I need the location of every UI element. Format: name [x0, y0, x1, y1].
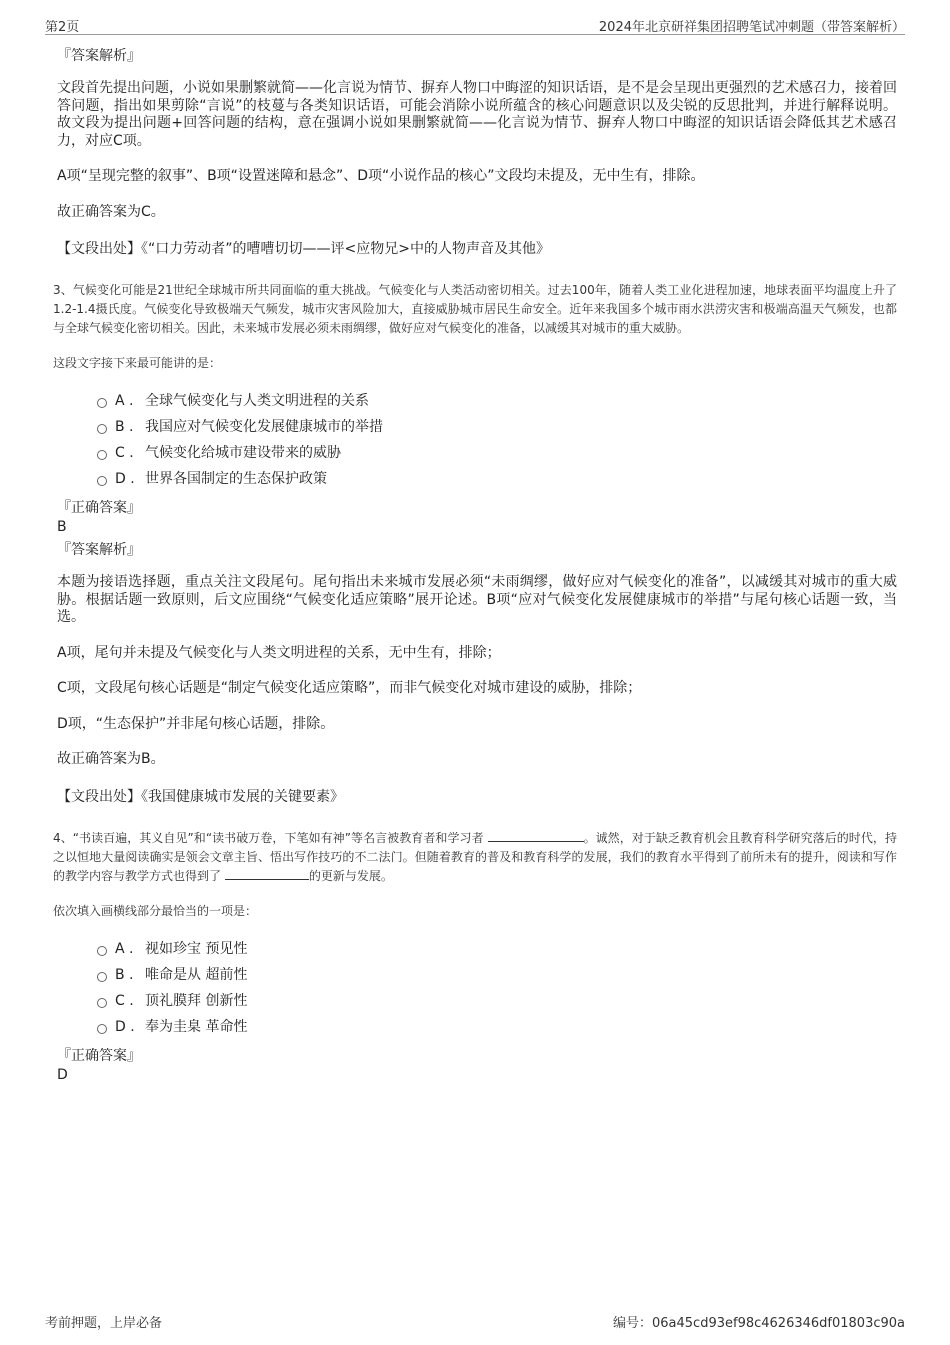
page-content [53, 46, 897, 1088]
option-a[interactable]: A . 全球气候变化与人类文明进程的关系 [57, 388, 897, 414]
analysis-paragraph: A项，尾句并未提及气候变化与人类文明进程的关系，无中生有，排除； [57, 644, 501, 661]
analysis-paragraph: 文段首先提出问题，小说如果删繁就简——化言说为情节、摒弃人物口中晦涩的知识话语，是不是会呈现出更强烈的艺术感召力，接着回答问题，指出如果剪除“言说”的枝蔓与各类知识话语，可能会消除小说所蕴含的核心问题意识以及尖锐的反思批判，并进行解释说明。故文段为提出问题+回答问题的结构，意在强调小说如果删繁就简——化言说为情节、摒弃人物口中晦涩的知识话语会降低其艺术感召力，对应C项。 [57, 80, 897, 149]
radio-icon[interactable] [97, 424, 107, 434]
document-title: 2024年北京研祥集团招聘笔试冲刺题（带答案解析） [598, 20, 905, 35]
page-header [45, 14, 905, 35]
question-3-options [57, 388, 897, 492]
analysis-paragraph: 故正确答案为C。 [57, 203, 165, 220]
radio-icon[interactable] [97, 1024, 107, 1034]
radio-icon[interactable] [97, 998, 107, 1008]
correct-answer: B [57, 519, 67, 535]
correct-answer-label: 『正确答案』 [57, 500, 141, 516]
option-b[interactable]: B . 我国应对气候变化发展健康城市的举措 [57, 414, 897, 440]
fill-blank [225, 867, 309, 880]
source-citation: 【文段出处】《“口力劳动者”的嘈嘈切切——评<应物兄>中的人物声音及其他》 [57, 241, 550, 257]
radio-icon[interactable] [97, 450, 107, 460]
analysis-paragraph: A项“呈现完整的叙事”、B项“设置迷障和悬念”、D项“小说作品的核心”文段均未提及，无中生有，排除。 [57, 168, 705, 184]
analysis-paragraph: C项，文段尾句核心话题是“制定气候变化适应策略”，而非气候变化对城市建设的威胁，排除； [57, 680, 642, 696]
option-d[interactable]: D . 世界各国制定的生态保护政策 [57, 466, 897, 492]
option-c[interactable]: C . 气候变化给城市建设带来的威胁 [57, 440, 897, 466]
analysis-paragraph: 本题为接语选择题，重点关注文段尾句。尾句指出未来城市发展必须“未雨绸缪，做好应对气候变化的准备”，以减缓其对城市的重大威胁。根据话题一致原则，后文应围绕“气候变化适应策略”展开论述。B项“应对气候变化发展健康城市的举措”与尾句核心话题一致，当选。 [57, 574, 897, 625]
radio-icon[interactable] [97, 398, 107, 408]
question-3-text: 3、气候变化可能是21世纪全球城市所共同面临的重大挑战。气候变化与人类活动密切相关。过去100年，随着人类工业化进程加速，地球表面平均温度上升了1.2-1.4摄氏度。气候变化导致极端天气频发，城市灾害风险加大，直接威胁城市居民生命安全。近年来我国多个城市雨水洪涝灾害和极端高温天气频发，也都与全球气候变化密切相关。因此，未来城市发展必须未雨绸缪，做好应对气候变化的准备，以减缓其对城市的重大威胁。 [53, 283, 897, 335]
question-4-text: 4、“书读百遍，其义自见”和“读书破万卷，下笔如有神”等名言被教育者和学习者 。诚然，对于缺乏教育机会且教育科学研究落后的时代，持之以恒地大量阅读确实是领会文章主旨、悟出写作技巧的不二法门。但随着教育的普及和教育科学的发展，我们的教育水平得到了前所未有的提升，阅读和写作的教学内容与教学方式也得到了 的更新与发展。 [53, 830, 897, 883]
page-number: 第2页 [45, 20, 80, 35]
fill-blank [488, 829, 584, 842]
radio-icon[interactable] [97, 476, 107, 486]
option-c[interactable]: C . 顶礼膜拜 创新性 [57, 988, 897, 1014]
radio-icon[interactable] [97, 972, 107, 982]
document-id: 编号：06a45cd93ef98c4626346df01803c90a [613, 1316, 905, 1331]
question-4-prompt: 依次填入画横线部分最恰当的一项是： [53, 903, 258, 918]
correct-answer: D [57, 1066, 68, 1083]
question-4-options [57, 936, 897, 1040]
option-a[interactable]: A . 视如珍宝 预见性 [57, 936, 897, 962]
correct-answer-label: 『正确答案』 [57, 1047, 141, 1064]
analysis-label: 『答案解析』 [57, 542, 141, 558]
option-d[interactable]: D . 奉为圭臬 革命性 [57, 1014, 897, 1040]
analysis-label: 『答案解析』 [57, 48, 141, 64]
analysis-paragraph: D项，“生态保护”并非尾句核心话题，排除。 [57, 715, 335, 732]
source-citation: 【文段出处】《我国健康城市发展的关键要素》 [57, 788, 344, 805]
footer-slogan: 考前押题，上岸必备 [45, 1316, 163, 1331]
analysis-paragraph: 故正确答案为B。 [57, 751, 165, 767]
radio-icon[interactable] [97, 946, 107, 956]
option-b[interactable]: B . 唯命是从 超前性 [57, 962, 897, 988]
question-3-prompt: 这段文字接下来最可能讲的是： [53, 356, 222, 370]
